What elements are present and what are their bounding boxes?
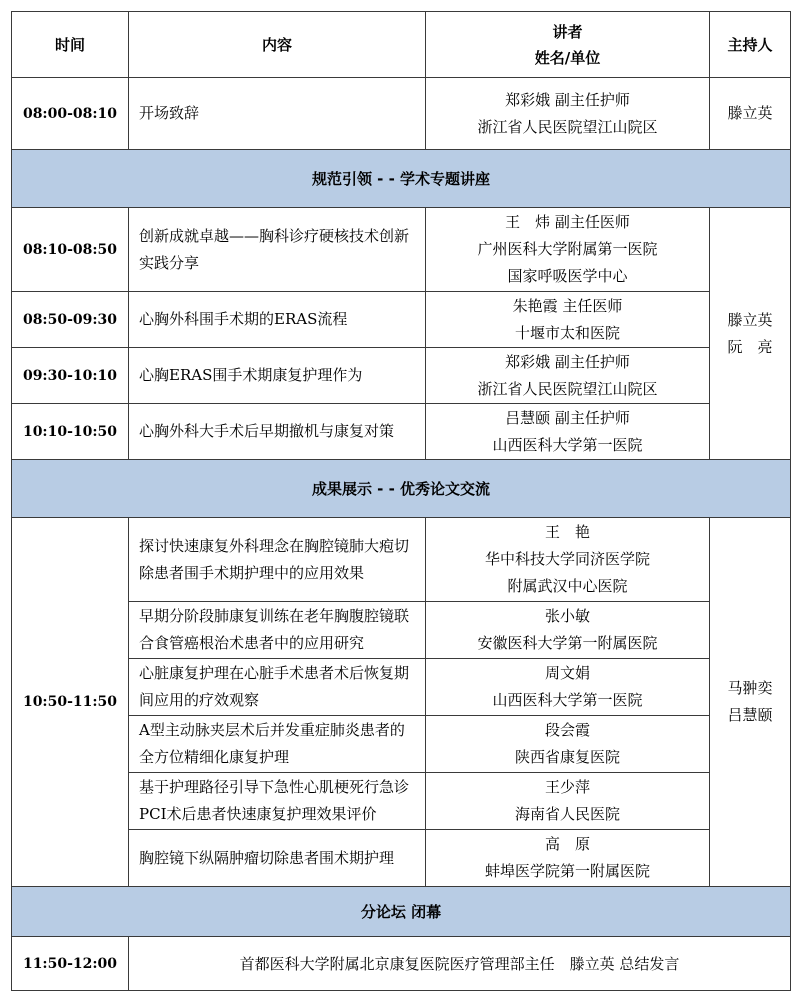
speaker-name: 王 艳 xyxy=(544,523,590,541)
content-cell: A型主动脉夹层术后并发重症肺炎患者的全方位精细化康复护理 xyxy=(129,716,426,773)
host-name: 阮 亮 xyxy=(727,337,773,356)
speaker-affiliation: 华中科技大学同济医学院 xyxy=(484,550,650,568)
speaker-cell xyxy=(426,348,710,404)
schedule-table xyxy=(11,11,791,991)
header-host: 主持人 xyxy=(710,12,791,78)
content-cell: 创新成就卓越——胸科诊疗硬核技术创新实践分享 xyxy=(129,208,426,292)
time-cell: 10:50-11:50 xyxy=(12,518,129,887)
content-cell: 早期分阶段肺康复训练在老年胸腹腔镜联合食管癌根治术患者中的应用研究 xyxy=(129,602,426,659)
speaker-name: 高 原 xyxy=(544,835,590,853)
header-speaker xyxy=(426,12,710,78)
speaker-affiliation: 海南省人民医院 xyxy=(514,805,620,823)
table-row xyxy=(12,404,791,460)
content-cell: 心胸外科大手术后早期撤机与康复对策 xyxy=(129,404,426,460)
time-cell: 08:50-09:30 xyxy=(12,292,129,348)
speaker-name: 吕慧颐 副主任护师 xyxy=(505,408,630,427)
host-name: 滕立英 xyxy=(727,104,773,122)
content-cell: 基于护理路径引导下急性心肌梗死行急诊PCI术后患者快速康复护理效果评价 xyxy=(129,773,426,830)
speaker-affiliation: 安徽医科大学第一附属医院 xyxy=(477,634,658,652)
host-cell xyxy=(710,518,791,887)
content-cell: 心胸ERAS围手术期康复护理作为 xyxy=(129,348,426,404)
content-cell: 心脏康复护理在心脏手术患者术后恢复期间应用的疗效观察 xyxy=(129,659,426,716)
speaker-affiliation: 浙江省人民医院望江山院区 xyxy=(477,117,658,136)
speaker-name: 朱艳霞 主任医师 xyxy=(512,296,623,315)
table-row xyxy=(12,208,791,292)
speaker-name: 郑彩娥 副主任护师 xyxy=(505,352,630,371)
time-cell: 08:00-08:10 xyxy=(12,78,129,150)
speaker-cell xyxy=(426,659,710,716)
section-title: 规范引领 - - 学术专题讲座 xyxy=(12,150,791,208)
speaker-cell xyxy=(426,208,710,292)
header-speaker-title: 讲者 xyxy=(552,22,583,41)
table-row xyxy=(12,830,791,887)
table-row xyxy=(12,292,791,348)
speaker-affiliation: 蚌埠医学院第一附属医院 xyxy=(484,862,650,880)
table-row xyxy=(12,78,791,150)
header-speaker-subtitle: 姓名/单位 xyxy=(534,48,601,67)
speaker-affiliation: 国家呼吸医学中心 xyxy=(507,267,628,285)
speaker-cell xyxy=(426,292,710,348)
speaker-affiliation: 陕西省康复医院 xyxy=(514,748,620,766)
table-row xyxy=(12,602,791,659)
speaker-name: 王 炜 副主任医师 xyxy=(505,213,630,231)
host-name: 滕立英 xyxy=(727,310,773,329)
speaker-cell xyxy=(426,830,710,887)
speaker-cell xyxy=(426,518,710,602)
header-content: 内容 xyxy=(129,12,426,78)
content-cell: 探讨快速康复外科理念在胸腔镜肺大疱切除患者围手术期护理中的应用效果 xyxy=(129,518,426,602)
table-row xyxy=(12,659,791,716)
speaker-affiliation: 浙江省人民医院望江山院区 xyxy=(477,379,658,398)
host-name: 马翀奕 xyxy=(727,679,773,697)
content-cell: 胸腔镜下纵隔肿瘤切除患者围术期护理 xyxy=(129,830,426,887)
table-row xyxy=(12,773,791,830)
speaker-affiliation: 十堰市太和医院 xyxy=(514,323,620,342)
section-title: 分论坛 闭幕 xyxy=(12,887,791,937)
time-cell: 08:10-08:50 xyxy=(12,208,129,292)
speaker-cell xyxy=(426,716,710,773)
table-row xyxy=(12,716,791,773)
speaker-name: 王少萍 xyxy=(544,778,590,796)
speaker-name: 周文娟 xyxy=(544,664,590,682)
content-cell: 心胸外科围手术期的ERAS流程 xyxy=(129,292,426,348)
section-header-row xyxy=(12,150,791,208)
speaker-name: 张小敏 xyxy=(544,607,590,625)
host-cell xyxy=(710,208,791,460)
table-row xyxy=(12,348,791,404)
host-name: 吕慧颐 xyxy=(727,706,773,724)
speaker-name: 段会霞 xyxy=(544,721,590,739)
speaker-affiliation: 附属武汉中心医院 xyxy=(507,577,628,595)
header-time: 时间 xyxy=(12,12,129,78)
closing-remarks: 首都医科大学附属北京康复医院医疗管理部主任 滕立英 总结发言 xyxy=(129,937,791,991)
time-cell: 09:30-10:10 xyxy=(12,348,129,404)
time-cell: 11:50-12:00 xyxy=(12,937,129,991)
speaker-cell xyxy=(426,773,710,830)
table-row xyxy=(12,518,791,602)
speaker-affiliation: 山西医科大学第一医院 xyxy=(492,691,643,709)
host-cell xyxy=(710,78,791,150)
speaker-cell xyxy=(426,78,710,150)
table-row xyxy=(12,937,791,991)
content-cell: 开场致辞 xyxy=(129,78,426,150)
speaker-cell xyxy=(426,602,710,659)
section-title: 成果展示 - - 优秀论文交流 xyxy=(12,460,791,518)
time-cell: 10:10-10:50 xyxy=(12,404,129,460)
header-row xyxy=(12,12,791,78)
section-header-row xyxy=(12,460,791,518)
section-header-row xyxy=(12,887,791,937)
speaker-affiliation: 广州医科大学附属第一医院 xyxy=(477,240,658,258)
speaker-affiliation: 山西医科大学第一医院 xyxy=(492,435,643,454)
speaker-name: 郑彩娥 副主任护师 xyxy=(505,90,630,109)
speaker-cell xyxy=(426,404,710,460)
